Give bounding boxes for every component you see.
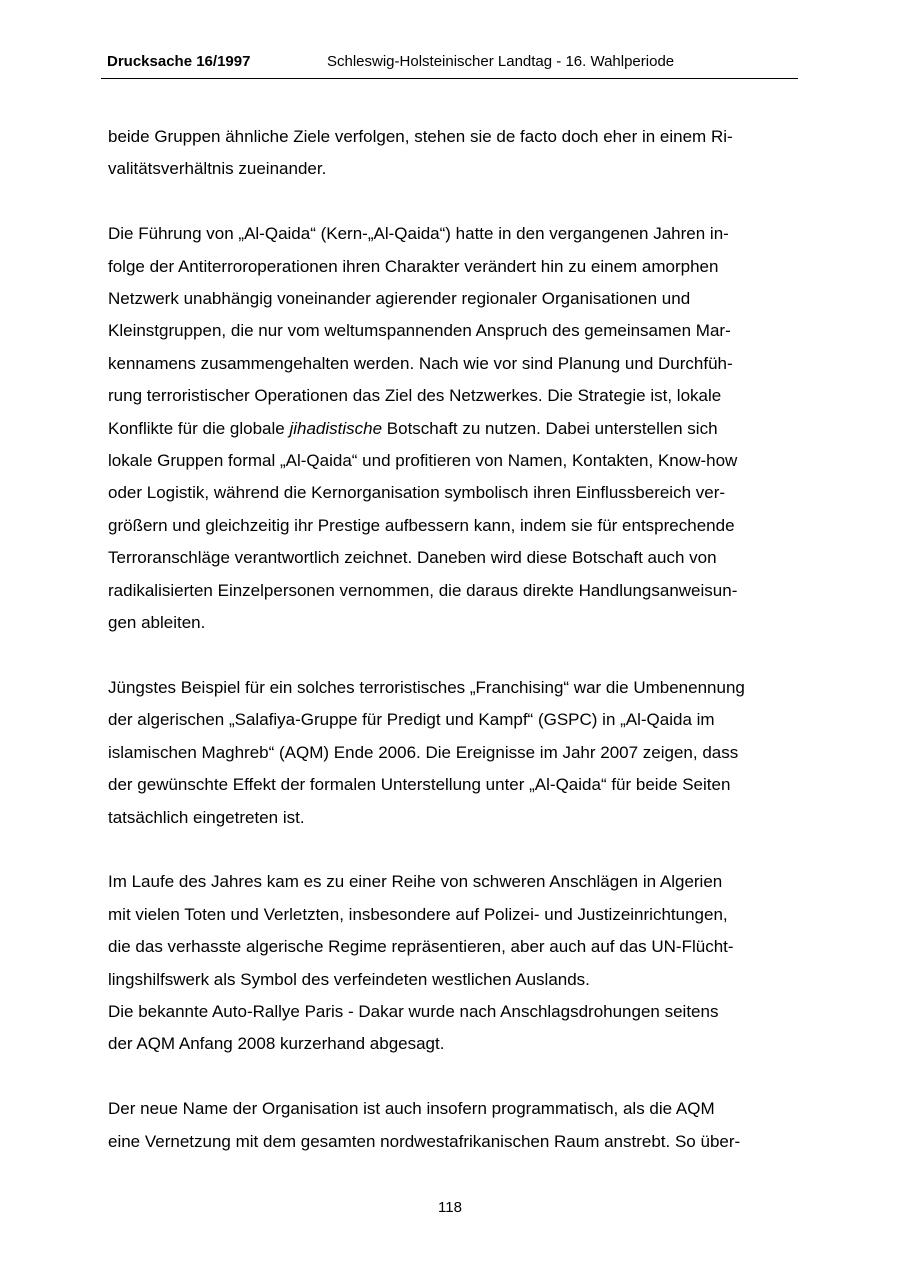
text-run: Botschaft zu nutzen. Dabei unterstellen sich bbox=[382, 418, 718, 438]
text-line: gen ableiten. bbox=[108, 613, 206, 633]
page-number: 118 bbox=[438, 1199, 462, 1216]
parliament-title: Schleswig-Holsteinischer Landtag - 16. Wahlperiode bbox=[327, 53, 675, 70]
text-line: eine Vernetzung mit dem gesamten nordwestafrikanischen Raum anstrebt. So über- bbox=[108, 1131, 741, 1151]
text-line: folge der Antiterroroperationen ihren Charakter verändert hin zu einem amorphen bbox=[108, 256, 719, 276]
text-line: Netzwerk unabhängig voneinander agierender regionaler Organisationen und bbox=[108, 289, 691, 309]
document-number: Drucksache 16/1997 bbox=[107, 53, 251, 70]
text-run: Konflikte für die globale bbox=[108, 418, 290, 438]
text-line: radikalisierten Einzelpersonen vernommen, die daraus direkte Handlungsanweisun- bbox=[108, 580, 738, 600]
text-line-with-emphasis bbox=[108, 413, 808, 445]
text-line: Die Führung von „Al-Qaida“ (Kern-„Al-Qaida“) hatte in den vergangenen Jahren in- bbox=[108, 224, 729, 244]
emphasized-term: jihadistische bbox=[289, 418, 383, 438]
text-line: valitätsverhältnis zueinander. bbox=[108, 159, 327, 179]
text-line: größern und gleichzeitig ihr Prestige aufbessern kann, indem sie für entsprechende bbox=[108, 515, 735, 535]
text-line: beide Gruppen ähnliche Ziele verfolgen, stehen sie de facto doch eher in einem Ri- bbox=[108, 127, 733, 146]
paragraph-3 bbox=[108, 672, 808, 834]
text-line: der AQM Anfang 2008 kurzerhand abgesagt. bbox=[108, 1034, 445, 1054]
text-line: die das verhasste algerische Regime repräsentieren, aber auch auf das UN-Flücht- bbox=[108, 937, 734, 957]
text-line: Kleinstgruppen, die nur vom weltumspannenden Anspruch des gemeinsamen Mar- bbox=[108, 321, 731, 341]
text-line: der gewünschte Effekt der formalen Unterstellung unter „Al-Qaida“ für beide Seiten bbox=[108, 775, 731, 795]
document-body bbox=[108, 121, 808, 1190]
text-line: mit vielen Toten und Verletzten, insbesondere auf Polizei- und Justizeinrichtungen, bbox=[108, 904, 728, 924]
text-line: islamischen Maghreb“ (AQM) Ende 2006. Die Ereignisse im Jahr 2007 zeigen, dass bbox=[108, 742, 739, 762]
text-line: rung terroristischer Operationen das Ziel des Netzwerkes. Die Strategie ist, lokale bbox=[108, 386, 722, 406]
paragraph-6 bbox=[108, 1093, 808, 1158]
text-line: Der neue Name der Organisation ist auch insofern programmatisch, als die AQM bbox=[108, 1099, 715, 1119]
paragraph-4 bbox=[108, 866, 808, 996]
text-line: kennamens zusammengehalten werden. Nach wie vor sind Planung und Durchfüh- bbox=[108, 353, 733, 373]
text-line: Im Laufe des Jahres kam es zu einer Reihe von schweren Anschlägen in Algerien bbox=[108, 872, 723, 892]
text-line: Terroranschläge verantwortlich zeichnet. Daneben wird diese Botschaft auch von bbox=[108, 548, 717, 568]
text-line: der algerischen „Salafiya-Gruppe für Predigt und Kampf“ (GSPC) in „Al-Qaida im bbox=[108, 710, 715, 730]
text-line: Die bekannte Auto-Rallye Paris - Dakar wurde nach Anschlagsdrohungen seitens bbox=[108, 1001, 719, 1021]
paragraph-1 bbox=[108, 121, 808, 186]
page-header bbox=[101, 0, 798, 79]
paragraph-2 bbox=[108, 218, 808, 639]
text-line: Jüngstes Beispiel für ein solches terroristisches „Franchising“ war die Umbenennung bbox=[108, 677, 745, 697]
text-line: oder Logistik, während die Kernorganisation symbolisch ihren Einflussbereich ver- bbox=[108, 483, 726, 503]
text-line: tatsächlich eingetreten ist. bbox=[108, 807, 305, 827]
text-line: lokale Gruppen formal „Al-Qaida“ und profitieren von Namen, Kontakten, Know-how bbox=[108, 451, 738, 471]
text-line: lingshilfswerk als Symbol des verfeindeten westlichen Auslands. bbox=[108, 969, 590, 989]
paragraph-5 bbox=[108, 996, 808, 1061]
